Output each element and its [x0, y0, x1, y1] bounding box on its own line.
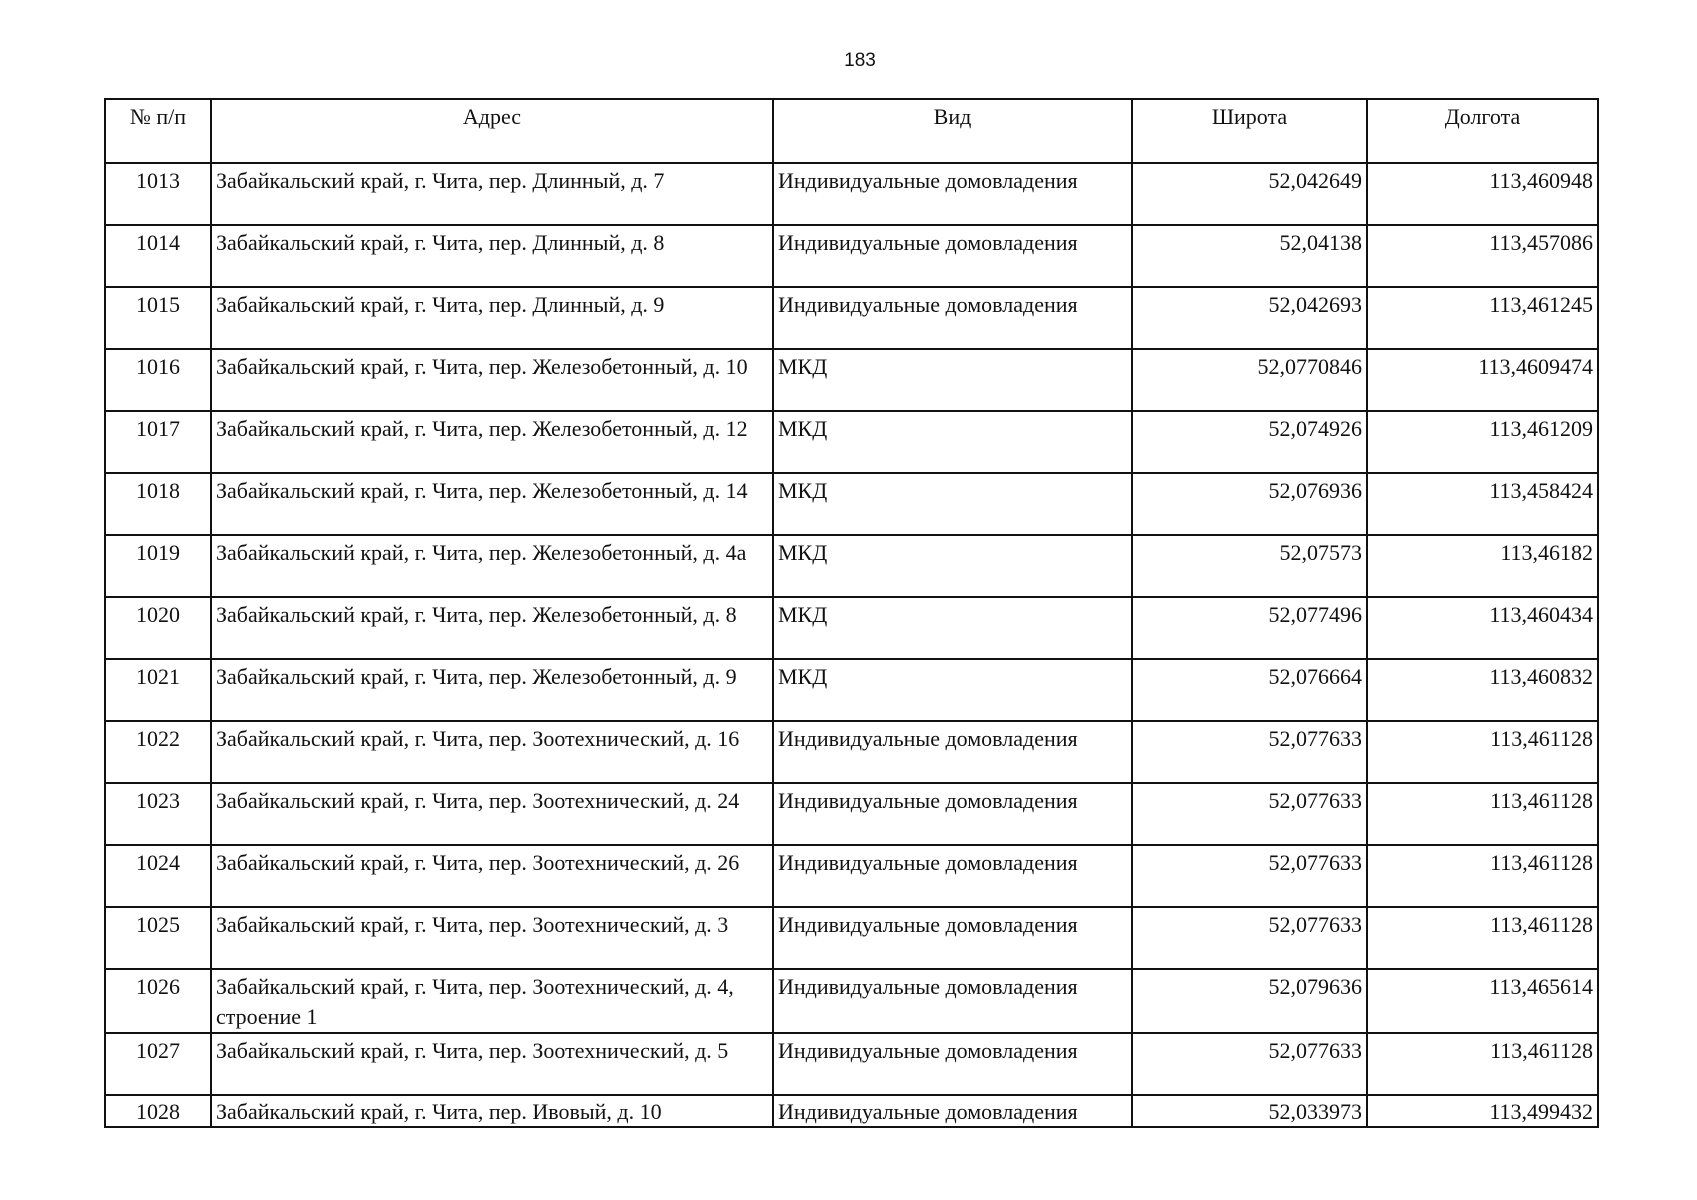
row-number: 1017	[105, 411, 211, 473]
row-address: Забайкальский край, г. Чита, пер. Железобетонный, д. 9	[211, 659, 773, 721]
row-number: 1016	[105, 349, 211, 411]
table-row	[105, 225, 1598, 287]
table-row	[105, 1095, 1598, 1127]
table-row	[105, 1033, 1598, 1095]
row-longitude: 113,460948	[1367, 163, 1598, 225]
row-latitude: 52,033973	[1132, 1095, 1367, 1127]
row-kind: Индивидуальные домовладения	[773, 721, 1132, 783]
row-number: 1019	[105, 535, 211, 597]
row-longitude: 113,461245	[1367, 287, 1598, 349]
row-kind: МКД	[773, 473, 1132, 535]
row-latitude: 52,0770846	[1132, 349, 1367, 411]
row-latitude: 52,077633	[1132, 907, 1367, 969]
row-kind: Индивидуальные домовладения	[773, 1095, 1132, 1127]
table-row	[105, 659, 1598, 721]
table-row	[105, 907, 1598, 969]
row-kind: Индивидуальные домовладения	[773, 969, 1132, 1033]
row-latitude: 52,04138	[1132, 225, 1367, 287]
header-number: № п/п	[105, 99, 211, 163]
row-number: 1028	[105, 1095, 211, 1127]
row-longitude: 113,460832	[1367, 659, 1598, 721]
row-address: Забайкальский край, г. Чита, пер. Длинный, д. 8	[211, 225, 773, 287]
header-address: Адрес	[211, 99, 773, 163]
row-number: 1024	[105, 845, 211, 907]
row-kind: Индивидуальные домовладения	[773, 907, 1132, 969]
row-kind: МКД	[773, 659, 1132, 721]
address-registry-table	[104, 98, 1599, 1128]
row-kind: МКД	[773, 349, 1132, 411]
row-kind: Индивидуальные домовладения	[773, 783, 1132, 845]
row-kind: Индивидуальные домовладения	[773, 225, 1132, 287]
row-address: Забайкальский край, г. Чита, пер. Зоотехнический, д. 26	[211, 845, 773, 907]
row-longitude: 113,461128	[1367, 1033, 1598, 1095]
row-address: Забайкальский край, г. Чита, пер. Железобетонный, д. 8	[211, 597, 773, 659]
row-latitude: 52,077496	[1132, 597, 1367, 659]
row-kind: МКД	[773, 597, 1132, 659]
row-address: Забайкальский край, г. Чита, пер. Железобетонный, д. 12	[211, 411, 773, 473]
row-kind: Индивидуальные домовладения	[773, 287, 1132, 349]
row-latitude: 52,079636	[1132, 969, 1367, 1033]
row-latitude: 52,042649	[1132, 163, 1367, 225]
row-kind: Индивидуальные домовладения	[773, 1033, 1132, 1095]
table-row	[105, 163, 1598, 225]
row-latitude: 52,077633	[1132, 1033, 1367, 1095]
row-longitude: 113,461128	[1367, 907, 1598, 969]
row-address: Забайкальский край, г. Чита, пер. Зоотехнический, д. 24	[211, 783, 773, 845]
table-row	[105, 721, 1598, 783]
row-latitude: 52,07573	[1132, 535, 1367, 597]
row-address: Забайкальский край, г. Чита, пер. Длинный, д. 7	[211, 163, 773, 225]
table-body	[105, 163, 1598, 1127]
table-row	[105, 535, 1598, 597]
row-number: 1015	[105, 287, 211, 349]
row-address: Забайкальский край, г. Чита, пер. Железобетонный, д. 4а	[211, 535, 773, 597]
table-row	[105, 783, 1598, 845]
table-row	[105, 597, 1598, 659]
row-number: 1022	[105, 721, 211, 783]
row-number: 1013	[105, 163, 211, 225]
row-longitude: 113,461128	[1367, 721, 1598, 783]
row-latitude: 52,077633	[1132, 783, 1367, 845]
row-latitude: 52,074926	[1132, 411, 1367, 473]
table-row	[105, 287, 1598, 349]
row-latitude: 52,077633	[1132, 721, 1367, 783]
table-row	[105, 845, 1598, 907]
row-address: Забайкальский край, г. Чита, пер. Железобетонный, д. 14	[211, 473, 773, 535]
row-longitude: 113,499432	[1367, 1095, 1598, 1127]
row-longitude: 113,465614	[1367, 969, 1598, 1033]
row-address: Забайкальский край, г. Чита, пер. Зоотехнический, д. 4, строение 1	[211, 969, 773, 1033]
page-number: 183	[844, 50, 876, 71]
row-number: 1021	[105, 659, 211, 721]
row-latitude: 52,076664	[1132, 659, 1367, 721]
row-longitude: 113,461209	[1367, 411, 1598, 473]
row-number: 1025	[105, 907, 211, 969]
row-kind: МКД	[773, 411, 1132, 473]
header-longitude: Долгота	[1367, 99, 1598, 163]
row-address: Забайкальский край, г. Чита, пер. Зоотехнический, д. 5	[211, 1033, 773, 1095]
row-longitude: 113,457086	[1367, 225, 1598, 287]
row-address: Забайкальский край, г. Чита, пер. Зоотехнический, д. 3	[211, 907, 773, 969]
header-latitude: Широта	[1132, 99, 1367, 163]
row-longitude: 113,4609474	[1367, 349, 1598, 411]
row-address: Забайкальский край, г. Чита, пер. Длинный, д. 9	[211, 287, 773, 349]
row-address: Забайкальский край, г. Чита, пер. Ивовый, д. 10	[211, 1095, 773, 1127]
row-longitude: 113,458424	[1367, 473, 1598, 535]
row-longitude: 113,461128	[1367, 783, 1598, 845]
table-row	[105, 473, 1598, 535]
row-longitude: 113,461128	[1367, 845, 1598, 907]
row-kind: Индивидуальные домовладения	[773, 845, 1132, 907]
row-kind: МКД	[773, 535, 1132, 597]
row-address: Забайкальский край, г. Чита, пер. Железобетонный, д. 10	[211, 349, 773, 411]
row-number: 1018	[105, 473, 211, 535]
row-number: 1014	[105, 225, 211, 287]
table-header	[105, 99, 1598, 163]
row-latitude: 52,042693	[1132, 287, 1367, 349]
row-longitude: 113,460434	[1367, 597, 1598, 659]
row-latitude: 52,077633	[1132, 845, 1367, 907]
header-row	[105, 99, 1598, 163]
row-address: Забайкальский край, г. Чита, пер. Зоотехнический, д. 16	[211, 721, 773, 783]
header-kind: Вид	[773, 99, 1132, 163]
row-number: 1026	[105, 969, 211, 1033]
row-longitude: 113,46182	[1367, 535, 1598, 597]
row-number: 1027	[105, 1033, 211, 1095]
table-row	[105, 349, 1598, 411]
table-row	[105, 411, 1598, 473]
row-kind: Индивидуальные домовладения	[773, 163, 1132, 225]
table-row	[105, 969, 1598, 1033]
row-latitude: 52,076936	[1132, 473, 1367, 535]
row-number: 1023	[105, 783, 211, 845]
row-number: 1020	[105, 597, 211, 659]
